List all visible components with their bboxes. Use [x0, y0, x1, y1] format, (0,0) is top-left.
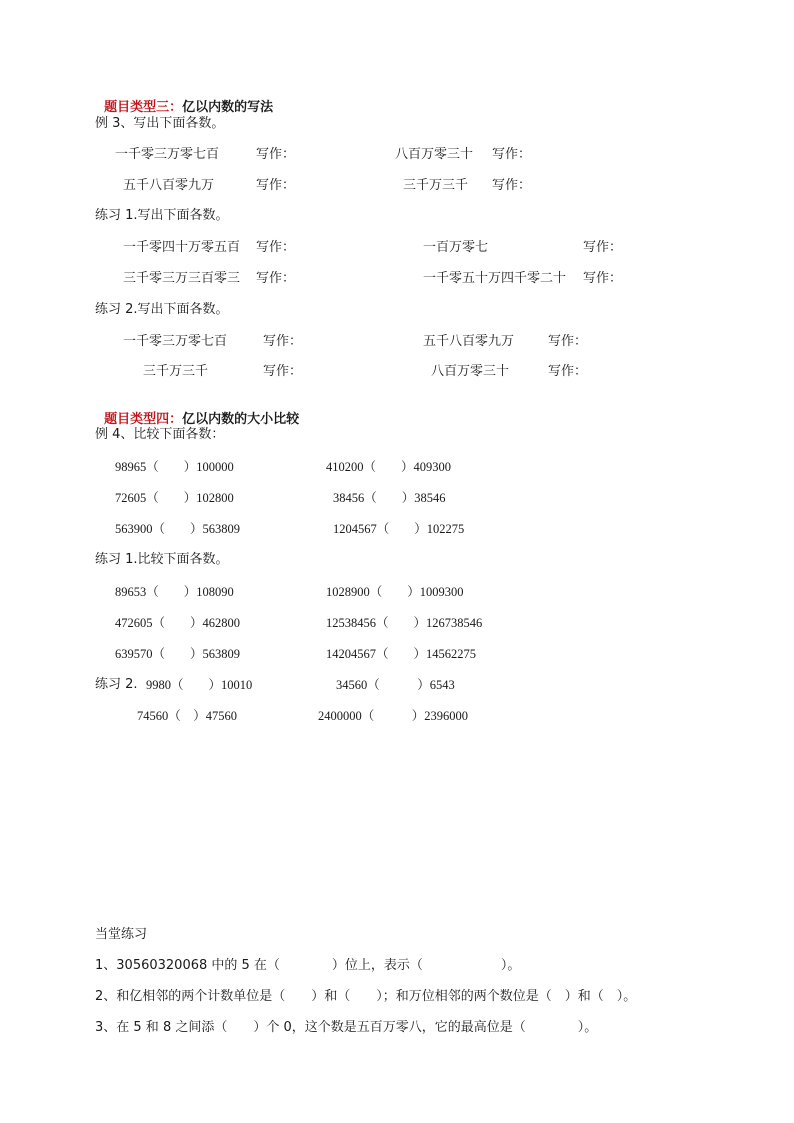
section3-heading — [95, 84, 273, 116]
classwork-title: 当堂练习 — [95, 927, 148, 942]
cp2-row1-right: 34560（ ）6543 — [336, 678, 455, 692]
ex4-row3-left: 563900（ ）563809 — [115, 522, 241, 536]
ex4-row2-left: 72605（ ）102800 — [115, 491, 234, 505]
p1-row2-word2: 一千零五十万四千零二十 — [423, 271, 567, 286]
ex3-row1-word2: 八百万零三十 — [395, 147, 474, 162]
ex3-row2-word1: 五千八百零九万 — [123, 178, 215, 193]
example3-label: 例 3、写出下面各数。 — [95, 116, 225, 131]
cp2-row2-left: 74560（ ）47560 — [137, 709, 238, 723]
p1-row2-write1: 写作： — [256, 271, 296, 286]
cp1-row2-left: 472605（ ）462800 — [115, 616, 241, 630]
practice2-label: 练习 2.写出下面各数。 — [95, 302, 229, 317]
p1-row1-write1: 写作： — [256, 240, 296, 255]
ex4-row1-right: 410200（ ）409300 — [326, 460, 452, 474]
compare-practice2-label: 练习 2. — [95, 677, 138, 692]
cp1-row1-right: 1028900（ ）1009300 — [326, 585, 464, 599]
classwork-item-1: 1、30560320068 中的 5 在（ ）位上，表示（ ）。 — [95, 958, 521, 973]
p2-row2-write2: 写作： — [548, 364, 588, 379]
cp1-row2-right: 12538456（ ）126738546 — [326, 616, 483, 630]
ex3-row1-write2: 写作： — [492, 147, 532, 162]
classwork-item-3: 3、在 5 和 8 之间添（ ）个 0，这个数是五百万零八，它的最高位是（ ）。 — [95, 1020, 598, 1035]
ex3-row2-word2: 三千万三千 — [403, 178, 469, 193]
cp1-row1-left: 89653（ ）108090 — [115, 585, 234, 599]
section4-heading — [95, 396, 299, 428]
p2-row1-word1: 一千零三万零七百 — [123, 334, 228, 349]
p2-row1-write1: 写作： — [263, 334, 303, 349]
ex3-row2-write2: 写作： — [492, 178, 532, 193]
cp1-row3-left: 639570（ ）563809 — [115, 647, 241, 661]
p2-row2-word2: 八百万零三十 — [431, 364, 510, 379]
p2-row2-word1: 三千万三千 — [143, 364, 209, 379]
classwork-item-2: 2、和亿相邻的两个计数单位是（ ）和（ ）；和万位相邻的两个数位是（ ）和（ ）。 — [95, 989, 637, 1004]
ex4-row1-left: 98965（ ）100000 — [115, 460, 234, 474]
p2-row2-write1: 写作： — [263, 364, 303, 379]
section4-heading-title: 亿以内数的大小比较 — [182, 412, 300, 427]
ex3-row2-write1: 写作： — [256, 178, 296, 193]
p2-row1-word2: 五千八百零九万 — [423, 334, 515, 349]
ex3-row1-word1: 一千零三万零七百 — [115, 147, 220, 162]
cp1-row3-right: 14204567（ ）14562275 — [326, 647, 477, 661]
p1-row2-word1: 三千零三万三百零三 — [123, 271, 241, 286]
section3-heading-label: 题目类型三： — [104, 100, 183, 115]
cp2-row2-right: 2400000（ ）2396000 — [318, 709, 469, 723]
cp2-row1-left: 9980（ ）10010 — [146, 678, 253, 692]
section3-heading-title: 亿以内数的写法 — [182, 100, 274, 115]
ex4-row3-right: 1204567（ ）102275 — [333, 522, 465, 536]
ex3-row1-write1: 写作： — [256, 147, 296, 162]
ex4-row2-right: 38456（ ）38546 — [333, 491, 446, 505]
p1-row2-write2: 写作： — [583, 271, 623, 286]
section4-heading-label: 题目类型四： — [104, 412, 183, 427]
example4-label: 例 4、比较下面各数： — [95, 427, 225, 442]
p1-row1-write2: 写作： — [583, 240, 623, 255]
p1-row1-word1: 一千零四十万零五百 — [123, 240, 241, 255]
compare-practice1-label: 练习 1.比较下面各数。 — [95, 552, 229, 567]
p2-row1-write2: 写作： — [548, 334, 588, 349]
p1-row1-word2: 一百万零七 — [423, 240, 489, 255]
practice1-label: 练习 1.写出下面各数。 — [95, 208, 229, 223]
